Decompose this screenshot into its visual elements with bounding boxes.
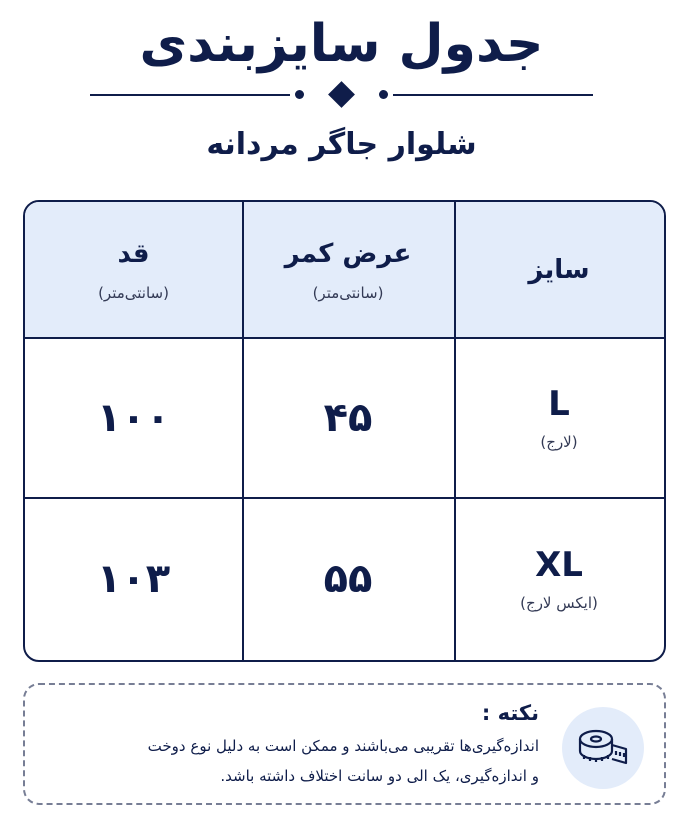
header-label: عرض کمر [284, 239, 412, 269]
measuring-tape-icon [562, 707, 644, 789]
table-rule [25, 497, 664, 499]
size-cell [454, 498, 664, 660]
divider-line-left [90, 94, 290, 96]
size-code: L [548, 384, 570, 424]
header-unit: (سانتی‌متر) [312, 284, 384, 302]
table-rule [25, 337, 664, 339]
header-cell-size [454, 202, 664, 338]
table-rule [454, 202, 456, 660]
title-divider [90, 84, 593, 106]
product-subtitle: شلوار جاگر مردانه [206, 127, 477, 162]
height-cell [25, 498, 242, 660]
note-text: اندازه‌گیری‌ها تقریبی می‌باشند و ممکن است به دلیل نوع دوخت [147, 737, 539, 755]
waist-value: ۵۵ [323, 556, 373, 602]
page-title: جدول سایزبندی [139, 14, 544, 74]
table-rule [242, 202, 244, 660]
divider-dot [379, 90, 388, 99]
note-title: نکته : [481, 701, 539, 725]
size-name: (لارج) [540, 433, 578, 451]
waist-cell [242, 498, 454, 660]
header-label: قد [117, 239, 150, 269]
note-box [23, 683, 666, 805]
size-cell [454, 338, 664, 498]
size-code: XL [535, 545, 583, 585]
height-cell [25, 338, 242, 498]
size-table [23, 200, 666, 662]
header-unit: (سانتی‌متر) [98, 284, 169, 302]
divider-diamond [328, 81, 355, 108]
size-name: (ایکس لارج) [520, 594, 598, 612]
divider-dot [295, 90, 304, 99]
divider-line-right [393, 94, 593, 96]
waist-value: ۴۵ [323, 395, 373, 441]
table-row [25, 498, 664, 660]
header-cell-waist [242, 202, 454, 338]
note-text: و اندازه‌گیری، یک الی دو سانت اختلاف داشته باشد. [220, 767, 539, 785]
table-header-row [25, 202, 664, 338]
header-label: سایز [528, 255, 590, 285]
waist-cell [242, 338, 454, 498]
table-row [25, 338, 664, 498]
header-cell-height [25, 202, 242, 338]
height-value: ۱۰۳ [96, 556, 171, 602]
height-value: ۱۰۰ [96, 395, 171, 441]
